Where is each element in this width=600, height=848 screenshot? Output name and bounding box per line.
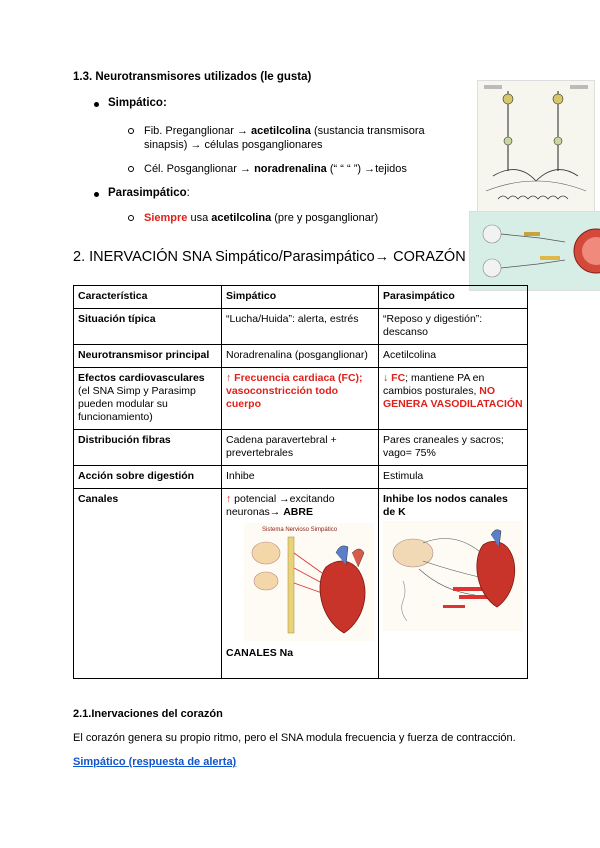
table-row: [74, 430, 528, 466]
bullet-ring-icon: [128, 128, 134, 134]
bullet-dot-icon: [94, 192, 99, 197]
sympathetic-heart-figure: [244, 523, 374, 641]
table-row: [74, 466, 528, 489]
row-label: Situación típica: [74, 309, 222, 345]
simpatico-link[interactable]: Simpático (respuesta de alerta): [73, 756, 237, 768]
cell-parasimpatico: Estimula: [379, 466, 528, 489]
table-header-row: [74, 286, 528, 309]
row-label: Distribución fibras: [74, 430, 222, 466]
cell-simpatico: Noradrenalina (posganglionar): [222, 345, 379, 368]
row-label: Efectos cardiovasculares (el SNA Simp y Parasimp pueden modular su funcionamiento): [74, 368, 222, 430]
table-row: [74, 309, 528, 345]
header-cell: Parasimpático: [379, 286, 528, 309]
row-label: Acción sobre digestión: [74, 466, 222, 489]
neuron-diagram-figure: [477, 80, 595, 212]
parasympathetic-heart-figure: [383, 521, 523, 631]
bullet-simpatico-label: Simpático:: [108, 97, 167, 109]
section-heading-2-1: 2.1.Inervaciones del corazón: [73, 708, 223, 720]
cell-simpatico: Cadena paravertebral + prevertebrales: [222, 430, 379, 466]
cell-simpatico: ↑ Frecuencia cardiaca (FC); vasoconstricción todo cuerpo: [222, 368, 379, 430]
svg-text:Sistema Nervioso Simpático: Sistema Nervioso Simpático: [262, 527, 338, 533]
cell-simpatico: Inhibe: [222, 466, 379, 489]
cell-parasimpatico: Acetilcolina: [379, 345, 528, 368]
cell-parasimpatico: Inhibe los nodos canales de K: [379, 489, 528, 679]
header-cell: Característica: [74, 286, 222, 309]
subbullet-siempre-text: Siempre usa acetilcolina (pre y posganglionar): [144, 212, 379, 224]
cell-simpatico: “Lucha/Huida”: alerta, estrés: [222, 309, 379, 345]
nerve-heart-figure: [469, 211, 600, 291]
row-label: Neurotransmisor principal: [74, 345, 222, 368]
table-row: [74, 368, 528, 430]
bullet-parasimpatico-label: Parasimpático:: [108, 187, 190, 199]
row-label: Canales: [74, 489, 222, 679]
cell-parasimpatico: ↓ FC; mantiene PA en cambios posturales, NO GENERA VASODILATACIÓN: [379, 368, 528, 430]
cell-simpatico: ↑ potencial →excitando neuronas→ ABRE Sistema Nervioso Simpático CANALES Na: [222, 489, 379, 679]
table-row: [74, 345, 528, 368]
body-paragraph: El corazón genera su propio ritmo, pero el SNA modula frecuencia y fuerza de contracción.: [73, 732, 516, 744]
cell-parasimpatico: “Reposo y digestión”: descanso: [379, 309, 528, 345]
table-row: [74, 489, 528, 679]
section-heading-1-3: 1.3. Neurotransmisores utilizados (le gusta): [73, 71, 312, 83]
cell-parasimpatico: Pares craneales y sacros; vago= 75%: [379, 430, 528, 466]
bullet-ring-icon: [128, 215, 134, 221]
subbullet-cel-pos-text: Cél. Posganglionar → noradrenalina (“ “ “ ”) →tejidos: [144, 163, 407, 175]
section-heading-2: 2. INERVACIÓN SNA Simpático/Parasimpático→ CORAZÓN: [73, 249, 466, 265]
bullet-dot-icon: [94, 102, 99, 107]
header-cell: Simpático: [222, 286, 379, 309]
subbullet-fib-pre-text: Fib. Preganglionar → acetilcolina (sustancia transmisora sinapsis) → células posganglionares: [144, 125, 425, 151]
bullet-ring-icon: [128, 166, 134, 172]
comparison-table: [73, 285, 528, 679]
